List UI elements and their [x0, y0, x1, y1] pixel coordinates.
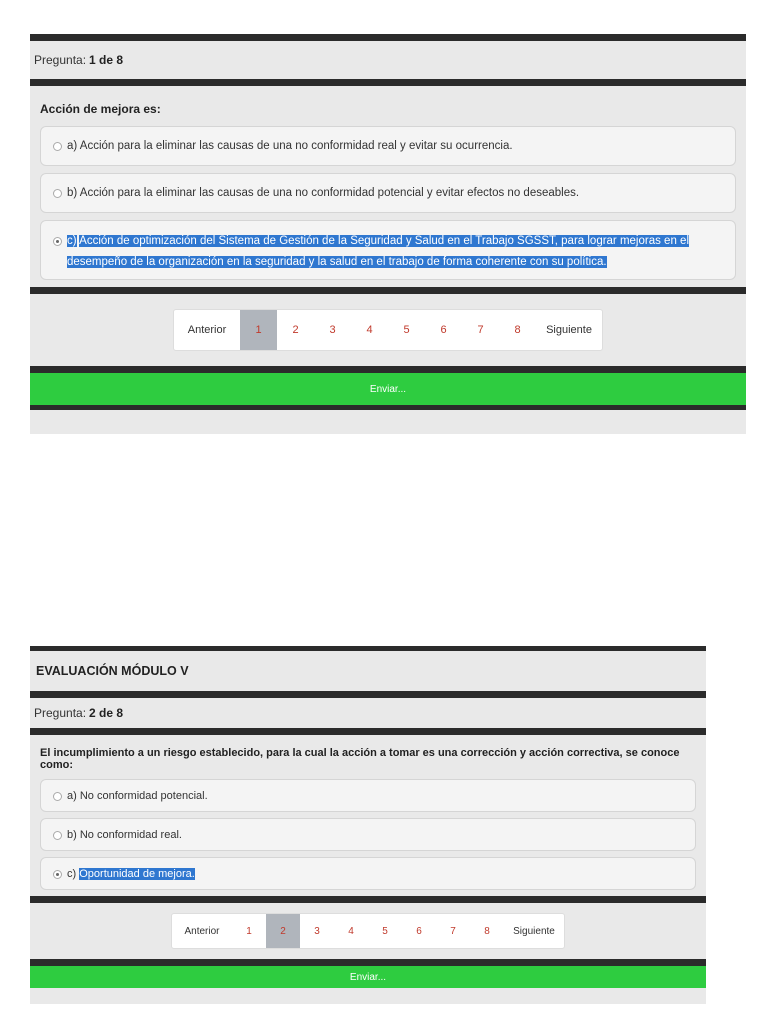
page-3-button[interactable]: 3 — [314, 925, 320, 937]
next-page-button[interactable]: Siguiente — [546, 324, 592, 336]
answer-option-a[interactable] — [40, 779, 696, 812]
body-divider — [30, 287, 746, 294]
quiz-panel-2 — [30, 646, 706, 1004]
question-text: Acción de mejora es: — [40, 102, 161, 116]
question-counter: 2 de 8 — [89, 706, 124, 720]
module-title: EVALUACIÓN MÓDULO V — [36, 664, 189, 678]
question-header — [30, 41, 746, 79]
question-label: Pregunta: — [34, 53, 87, 67]
page-5-button[interactable]: 5 — [382, 925, 388, 937]
answer-prefix: c) — [67, 868, 77, 880]
pagination — [171, 913, 565, 949]
radio-button[interactable] — [53, 792, 62, 801]
radio-button-selected[interactable] — [53, 237, 62, 246]
answer-text: b) Acción para la eliminar las causas de una no conformidad potencial y evitar efectos no deseables. — [67, 187, 580, 199]
answer-option-b[interactable] — [40, 173, 736, 213]
pager-divider — [30, 366, 746, 373]
page-7-button[interactable]: 7 — [477, 324, 484, 336]
page-1-button[interactable]: 1 — [246, 925, 252, 937]
radio-button-selected[interactable] — [53, 870, 62, 879]
answer-text: b) No conformidad real. — [67, 829, 182, 841]
top-divider — [30, 34, 746, 41]
answer-option-c[interactable] — [40, 857, 696, 890]
pagination — [173, 309, 603, 351]
answer-prefix: c) — [67, 235, 77, 247]
page-2-button[interactable]: 2 — [292, 324, 299, 336]
answer-text-highlighted: Oportunidad de mejora. — [79, 868, 195, 880]
page-4-button[interactable]: 4 — [366, 324, 373, 336]
answer-option-b[interactable] — [40, 818, 696, 851]
next-page-button[interactable]: Siguiente — [513, 925, 555, 937]
prev-page-button[interactable]: Anterior — [187, 324, 227, 336]
pager-divider — [30, 959, 706, 966]
question-header — [30, 698, 706, 728]
answer-option-c[interactable] — [40, 220, 736, 280]
question-counter: 1 de 8 — [89, 53, 124, 67]
page-2-button[interactable]: 2 — [266, 914, 300, 948]
body-divider — [30, 896, 706, 903]
answer-text: a) Acción para la eliminar las causas de una no conformidad real y evitar su ocurrencia. — [67, 140, 513, 152]
radio-button[interactable] — [53, 189, 62, 198]
answer-text-highlighted: Acción de optimización del Sistema de Gestión de la Seguridad y Salud en el Trabajo SGSST, para lograr mejoras en el desempeño de la organización en la seguridad y la salud en el trabajo de forma coherente con su política. — [67, 235, 689, 268]
header-divider — [30, 79, 746, 86]
header-divider — [30, 728, 706, 735]
quiz-panel-1 — [30, 34, 746, 434]
radio-button[interactable] — [53, 831, 62, 840]
page-8-button[interactable]: 8 — [514, 324, 521, 336]
page-6-button[interactable]: 6 — [416, 925, 422, 937]
submit-button[interactable]: Enviar... — [30, 373, 746, 405]
page-6-button[interactable]: 6 — [440, 324, 447, 336]
question-label: Pregunta: — [34, 706, 87, 720]
title-divider — [30, 691, 706, 698]
page-5-button[interactable]: 5 — [403, 324, 410, 336]
page-8-button[interactable]: 8 — [484, 925, 490, 937]
page-1-button[interactable]: 1 — [240, 310, 277, 350]
page-4-button[interactable]: 4 — [348, 925, 354, 937]
answer-text: a) No conformidad potencial. — [67, 790, 208, 802]
answer-option-a[interactable] — [40, 126, 736, 166]
question-text: El incumplimiento a un riesgo establecido, para la cual la acción a tomar es una corrección y acción correctiva, se conoce como: — [40, 747, 680, 771]
prev-page-button[interactable]: Anterior — [184, 925, 220, 937]
page-3-button[interactable]: 3 — [329, 324, 336, 336]
submit-button[interactable]: Enviar... — [30, 966, 706, 988]
page-7-button[interactable]: 7 — [450, 925, 456, 937]
bottom-divider — [30, 405, 746, 410]
radio-button[interactable] — [53, 142, 62, 151]
